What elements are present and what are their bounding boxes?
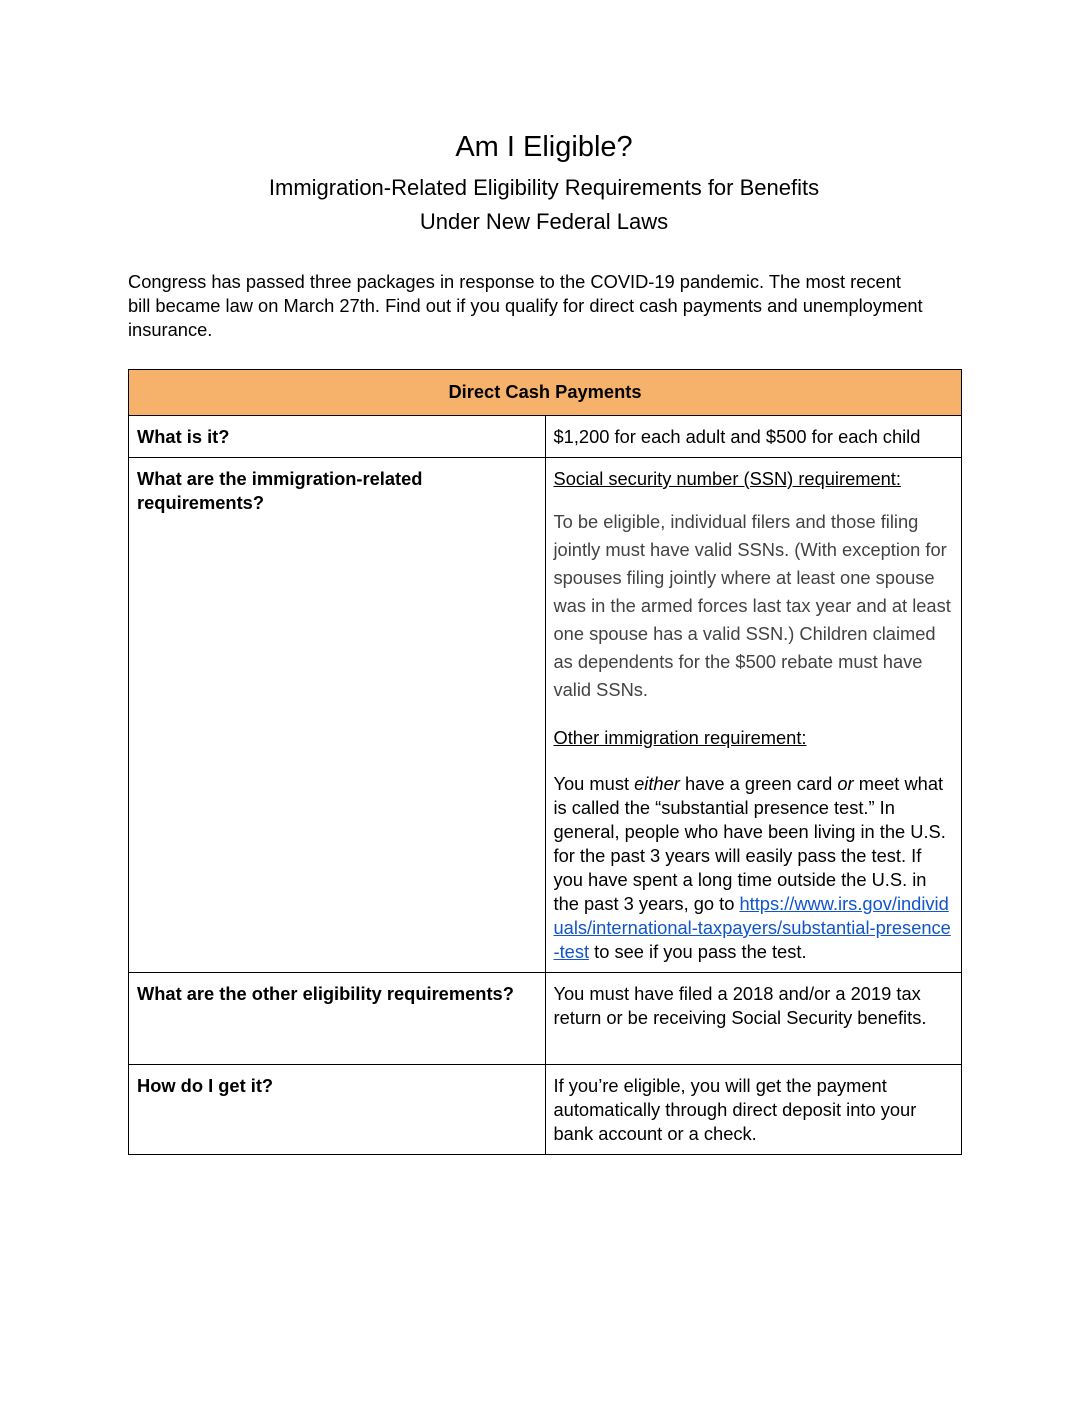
row-question-other-eligibility: What are the other eligibility requirements? (129, 973, 546, 1065)
irs-substantial-presence-link[interactable]: https://www.irs.gov/individuals/international-taxpayers/substantial-presence-test (553, 893, 951, 962)
other-text-mid: have a green card (679, 773, 838, 794)
other-text-pre: You must (553, 773, 635, 794)
row-question-how-do-i-get-it: How do I get it? (129, 1065, 546, 1155)
table-row (129, 1065, 962, 1155)
page-subtitle-line-2: Under New Federal Laws (419, 209, 669, 234)
other-text-post: meet what is called the “substantial presence test.” In general, people who have been living in the U.S. for the past 3 years will easily pass the test. If you have spent a long time outside the U.S. in the past 3 years, go to (553, 773, 946, 914)
other-immigration-heading: Other immigration requirement: (553, 727, 807, 748)
row-answer-what-is-it: $1,200 for each adult and $500 for each child (545, 416, 962, 458)
row-answer-immigration (545, 458, 962, 973)
other-text-either: either (634, 773, 680, 794)
other-immigration-text (554, 772, 954, 964)
row-answer-other-eligibility: You must have filed a 2018 and/or a 2019 tax return or be receiving Social Security benefits. (545, 973, 962, 1065)
other-text-or: or (837, 773, 854, 794)
direct-cash-payments-table (128, 369, 962, 1155)
table-header: Direct Cash Payments (129, 370, 962, 416)
intro-paragraph: Congress has passed three packages in response to the COVID-19 pandemic. The most recent bill became law on March 27th. Find out if you qualify for direct cash payments and unemployment insurance. (128, 271, 923, 340)
table-header-row (129, 370, 962, 416)
ssn-requirement-text: To be eligible, individual filers and those filing jointly must have valid SSNs. (With exception for spouses filing jointly where at least one spouse was in the armed forces last tax year and at least one spouse has a valid SSN.) Children claimed as dependents for the $500 rebate must have valid SSNs. (553, 511, 951, 700)
other-text-tail: to see if you pass the test. (589, 941, 807, 962)
page-subtitle-line-1: Immigration-Related Eligibility Requirements for Benefits (268, 175, 820, 200)
ssn-requirement-heading: Social security number (SSN) requirement: (553, 468, 901, 489)
table-row (129, 416, 962, 458)
table-row (129, 458, 962, 973)
row-answer-how-do-i-get-it: If you’re eligible, you will get the payment automatically through direct deposit into your bank account or a check. (545, 1065, 962, 1155)
row-question-immigration: What are the immigration-related requirements? (129, 458, 546, 973)
page-title: Am I Eligible? (455, 131, 633, 163)
table-row (129, 973, 962, 1065)
row-question-what-is-it: What is it? (129, 416, 546, 458)
